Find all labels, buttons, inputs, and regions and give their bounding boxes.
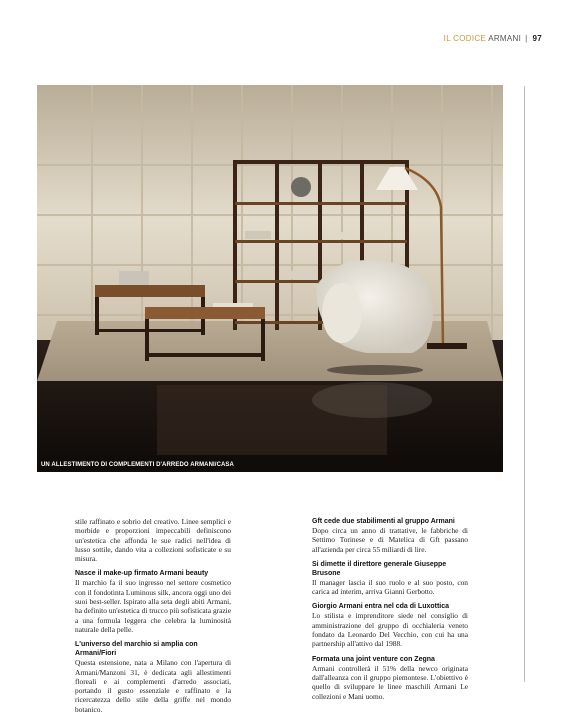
item-body: Dopo circa un anno di trattative, le fabbriche di Settimo Torinese e di Matelica di Gft passano all'azienda per circa 55 miliardi di lire.	[312, 526, 468, 554]
text-column-right	[312, 517, 468, 701]
interior-photo	[37, 85, 503, 472]
page-number: 97	[532, 34, 542, 43]
item-heading: Giorgio Armani entra nel cda di Luxottica	[312, 603, 450, 611]
item-heading: Nasce il make-up firmato Armani beauty	[75, 570, 209, 578]
item-body: Lo stilista e imprenditore siede nel consiglio di amministrazione del gruppo di occhialeria veneto fondato da Leonardo Del Vecchio, con cui ha una partnership all'attivo dal 1988.	[312, 611, 468, 649]
item-body: Questa estensione, nata a Milano con l'apertura di Armani/Manzoni 31, è dedicata agli allestimenti floreali e ai complementi d'arredo associati, portando il gusto essenziale e raffinato e la ricercatezza dello stile della griffe nel mondo botanico.	[75, 658, 231, 714]
column-rule	[524, 86, 525, 682]
item-heading: Si dimette il direttore generale Giuseppe Brusone	[312, 560, 447, 577]
item-body: Il marchio fa il suo ingresso nel settore cosmetico con il fondotinta Luminous silk, ancora oggi uno dei suoi best-seller. Ispirato alla seta degli abiti Armani, ha definito un'estetica di trucco più sofisticata grazie a una formula leggera che celebra la luminosità naturale della pelle.	[75, 578, 231, 634]
item-body: Armani controllerà il 51% della newco originata dall'alleanza con il gruppo piemontese. L'obiettivo è quello di sviluppare le linee maschili Armani Le collezioni e Mani uomo.	[312, 663, 468, 701]
furniture-scene-illustration	[37, 85, 503, 472]
running-header	[444, 34, 542, 43]
text-column-left	[75, 517, 231, 714]
header-separator: |	[525, 34, 528, 43]
section-title: IL CODICE	[443, 34, 487, 43]
brand-name: ARMANI	[488, 34, 522, 43]
item-heading: L'universo del marchio si amplia con Armani/Fiori	[75, 641, 198, 658]
item-heading: Gft cede due stabilimenti al gruppo Armani	[312, 518, 455, 525]
item-heading: Formata una joint venture con Zegna	[312, 655, 435, 663]
item-body: Il manager lascia il suo ruolo e al suo posto, con carica ad interim, arriva Gianni Gerbotto.	[312, 577, 468, 597]
intro-paragraph: stile raffinato e sobrio del creativo. Linee semplici e morbide e proporzioni impeccabili definiscono un'estetica che affonda le sue radici nell'idea di lusso sottile, dando vita a collezioni sofisticate e su misura.	[75, 517, 231, 564]
photo-caption: UN ALLESTIMENTO DI COMPLEMENTI D'ARREDO ARMANI/CASA	[41, 462, 234, 468]
